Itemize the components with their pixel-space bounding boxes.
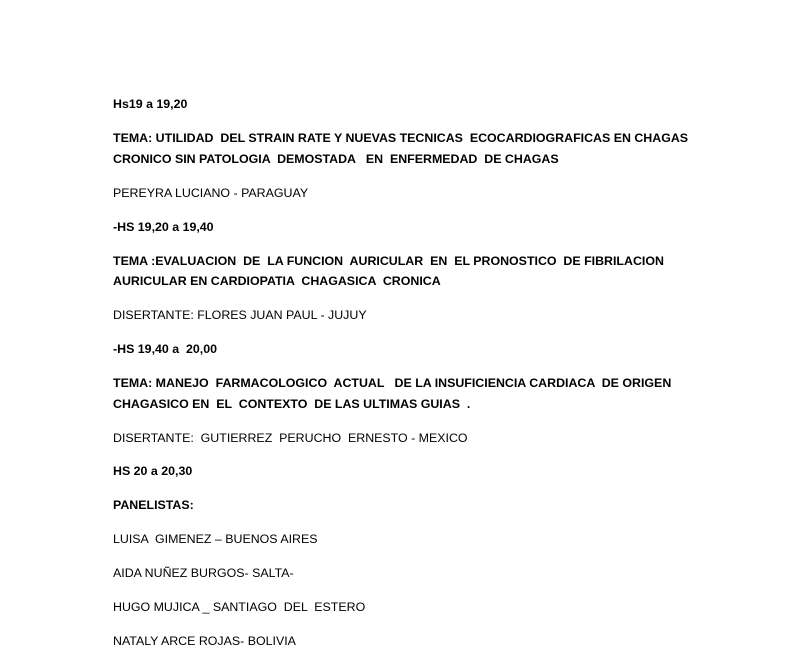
time-slot-4: HS 20 a 20,30 (113, 464, 193, 478)
time-slot-1: Hs19 a 19,20 (113, 97, 188, 111)
topic-3-line-1: TEMA: MANEJO FARMACOLOGICO ACTUAL DE LA INSUFICIENCIA CARDIACA DE ORIGEN (113, 376, 672, 390)
speaker-1: PEREYRA LUCIANO - PARAGUAY (113, 186, 309, 200)
topic-3-line-2: CHAGASICO EN EL CONTEXTO DE LAS ULTIMAS GUIAS . (113, 397, 471, 411)
speaker-3: DISERTANTE: GUTIERREZ PERUCHO ERNESTO - MEXICO (113, 431, 468, 445)
topic-2-line-2: AURICULAR EN CARDIOPATIA CHAGASICA CRONICA (113, 274, 441, 288)
panelist-3: HUGO MUJICA _ SANTIAGO DEL ESTERO (113, 600, 366, 614)
topic-1-line-1: TEMA: UTILIDAD DEL STRAIN RATE Y NUEVAS TECNICAS ECOCARDIOGRAFICAS EN CHAGAS (113, 131, 689, 145)
panelist-4: NATALY ARCE ROJAS- BOLIVIA (113, 634, 296, 648)
time-slot-3: -HS 19,40 a 20,00 (113, 342, 218, 356)
panelist-1: LUISA GIMENEZ – BUENOS AIRES (113, 532, 318, 546)
speaker-2: DISERTANTE: FLORES JUAN PAUL - JUJUY (113, 308, 367, 322)
panelists-heading: PANELISTAS: (113, 498, 194, 512)
topic-1-line-2: CRONICO SIN PATOLOGIA DEMOSTADA EN ENFERMEDAD DE CHAGAS (113, 152, 559, 166)
time-slot-2: -HS 19,20 a 19,40 (113, 220, 214, 234)
topic-2-line-1: TEMA :EVALUACION DE LA FUNCION AURICULAR EN EL PRONOSTICO DE FIBRILACION (113, 254, 664, 268)
panelist-2: AIDA NUÑEZ BURGOS- SALTA- (113, 566, 294, 580)
